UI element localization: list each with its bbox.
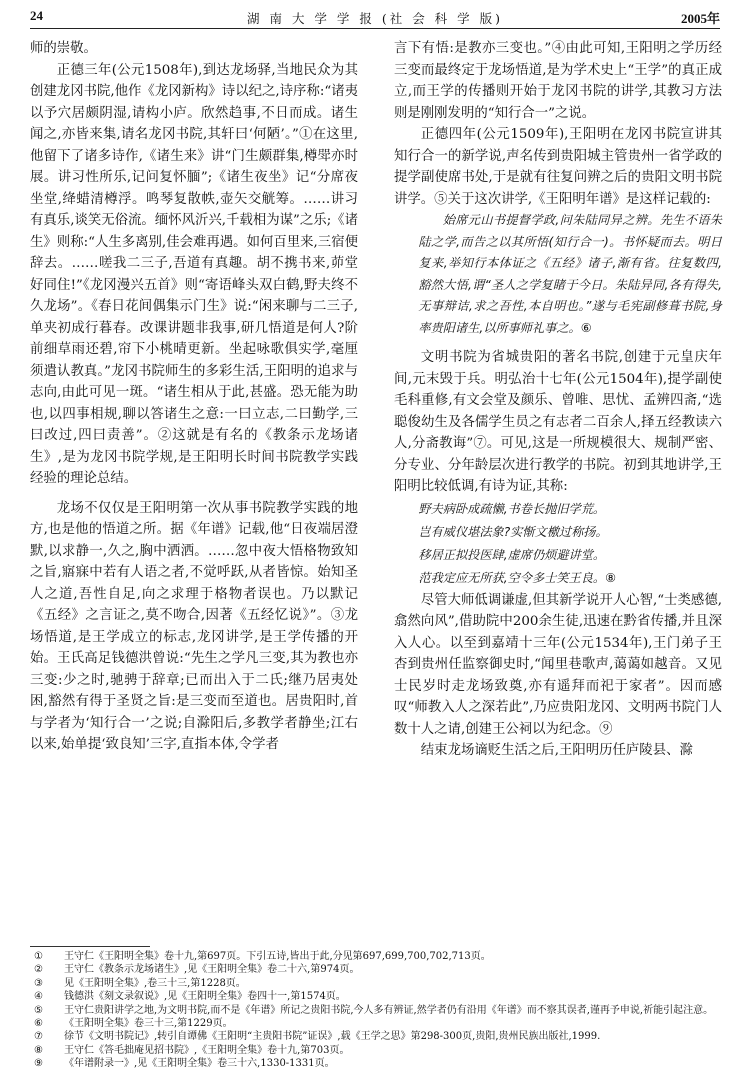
footnotes bbox=[30, 950, 720, 1071]
footnote-text: 徐节《文明书院记》,转引自谭佛《王阳明“主贵阳书院”证误》,载《王学之思》第298-300页,贵阳,贵州民族出版社,1999. bbox=[64, 1031, 601, 1043]
body-paragraph: 言下有悟:是教亦三变也。”④由此可知,王阳明之学历经三变而最终定于龙场悟道,是为学术史上“王学”的真正成立,而王学的传播则开始于龙冈书院的讲学,其教习方法则是刚刚发明的“知行合一”之说。 bbox=[394, 41, 722, 121]
footnote-text: 王守仁贵阳讲学之地,为文明书院,而不是《年谱》所记之贵阳书院,今人多有辨证,然学者仍有沿用《年谱》而不察其误者,谨再予申说,祈能引起注意。 bbox=[64, 1004, 714, 1016]
footnote bbox=[30, 1004, 720, 1017]
poem-block bbox=[394, 498, 722, 590]
footnote-mark: ② bbox=[34, 964, 43, 976]
page-number: 24 bbox=[30, 8, 43, 23]
right-column bbox=[394, 38, 722, 762]
footnote bbox=[30, 990, 720, 1003]
poem-line: 范我定应无所获,空令多士笑王良。⑧ bbox=[418, 570, 617, 585]
footnote-text: 《年谱附录一》,见《王阳明全集》卷三十六,1330-1331页。 bbox=[64, 1058, 335, 1070]
left-column bbox=[30, 38, 358, 756]
footnote-mark: ⑤ bbox=[34, 1004, 43, 1016]
footnote-text: 钱德洪《刻文录叙说》,见《王阳明全集》卷四十一,第1574页。 bbox=[64, 991, 346, 1003]
footnote-mark: ⑨ bbox=[34, 1058, 43, 1070]
footnote-mark: ⑥ bbox=[34, 1018, 43, 1030]
body-paragraph: 师的崇敬。 bbox=[30, 41, 97, 56]
footnote-mark: ⑦ bbox=[34, 1031, 43, 1043]
footnote bbox=[30, 1057, 720, 1070]
body-paragraph: 正德三年(公元1508年),到达龙场驿,当地民众为其创建龙冈书院,他作《龙冈新构》诗以纪之,诗序称:“诸夷以予穴居颇阴湿,请构小庐。欣然趋事,不日而成。诸生闻之,亦皆来集,请名龙冈书院,其轩曰‘何陋’。”①在这里,他留下了诸多诗作,《诸生来》讲“门生颇群集,樽斝亦时展。讲习性所乐,记问复怀腼”;《诸生夜坐》记“分席夜坐堂,绛蜡清樽浮。鸣琴复散帙,壶矢交觥筹。……讲习有真乐,谈笑无俗流。缅怀风沂兴,千载相为谋”之乐;《诸生》则称:“人生多离别,佳会难再遇。如何百里来,三宿便辞去。……嗟我二三子,吾道有真趣。胡不携书来,茆堂好同住!”《龙冈漫兴五首》则“寄语峰头双白鹤,野夫终不久龙场”。《春日花间偶集示门生》说:“闲来聊与二三子,单夹初成行暮春。改课讲题非我事,研几悟道是何人?阶前细草雨还碧,帘下小桃晴更新。坐起咏歌俱实学,毫厘须遣认教真。”龙冈书院师生的多彩生活,王阳明的追求与志向,由此可见一斑。“诸生相从于此,甚盛。恐无能为助也,以四事相规,聊以答诸生之意:一曰立志,二曰勤学,三曰改过,四曰责善”。②这就是有名的《教条示龙场诸生》,是为龙冈书院学规,是王阳明长时间书院教学实践经验的理论总结。 bbox=[30, 62, 358, 486]
footnote-text: 王守仁《王阳明全集》卷十九,第697页。下引五诗,皆出于此,分见第697,699,700,702,713页。 bbox=[64, 951, 491, 962]
footnote bbox=[30, 977, 720, 990]
footnote-text: 王守仁《答毛拙庵见招书院》,《王阳明全集》卷十九,第703页。 bbox=[64, 1044, 350, 1056]
poem-line: 岂有威仪堪法象?实惭文檄过称扬。 bbox=[418, 524, 608, 539]
footnote-mark: ⑧ bbox=[34, 1044, 43, 1056]
footnote bbox=[30, 1017, 720, 1030]
running-header bbox=[30, 6, 720, 29]
footnote-mark: ③ bbox=[34, 977, 43, 989]
footnote-mark: ④ bbox=[34, 991, 43, 1003]
body-paragraph: 龙场不仅仅是王阳明第一次从事书院教学实践的地方,也是他的悟道之所。据《年谱》记载,他“日夜端居澄默,以求静一,久之,胸中洒洒。……忽中夜大悟格物致知之旨,寤寐中若有人语之者,不觉呼跃,从者皆惊。始知圣人之道,吾性自足,向之求理于格物者误也。乃以默记《五经》之言证之,莫不吻合,因著《五经忆说》”。③龙场悟道,是王学成立的标志,龙冈讲学,是王学传播的开始。王氏高足钱德洪曾说:“先生之学凡三变,其为教也亦三变:少之时,驰骋于辞章;已而出入于二氏;继乃居夷处困,豁然有得于圣贤之旨:是三变而至道也。居贵阳时,首与学者为‘知行合一’之说;自滁阳后,多教学者静坐;江右以来,始单提‘致良知’三字,直指本体,令学者 bbox=[30, 500, 358, 752]
footnote bbox=[30, 963, 720, 976]
footnote-text: 王守仁《教条示龙场诸生》,见《王阳明全集》卷二十六,第974页。 bbox=[64, 964, 360, 976]
journal-title: 湖 南 大 学 学 报 (社 会 科 学 版) bbox=[247, 11, 503, 26]
footnote-divider bbox=[30, 946, 150, 947]
footnote-text: 《王阳明全集》卷三十三,第1229页。 bbox=[64, 1018, 233, 1030]
body-paragraph: 正德四年(公元1509年),王阳明在龙冈书院宣讲其知行合一的新学说,声名传到贵阳城主管贵州一省学政的提学副使席书处,于是就有往复问辨之后的贵阳文明书院讲学。⑤关于这次讲学,《王阳明年谱》是这样记载的: bbox=[394, 127, 722, 207]
footnote-text: 见《王阳明全集》,卷三十三,第1228页。 bbox=[64, 977, 246, 989]
issue-year: 2005年 bbox=[680, 11, 720, 26]
poem-line: 野夫病卧成疏懒,书卷长抛旧学荒。 bbox=[418, 501, 606, 516]
body-paragraph: 结束龙场谪贬生活之后,王阳明历任庐陵县、滁 bbox=[420, 743, 693, 758]
body-paragraph: 尽管大师低调谦虚,但其新学说开人心智,“士类感德,翕然向风”,借助院中200余生徒,迅速在黔省传播,并且深入人心。以至到嘉靖十三年(公元1534年),王门弟子王杏到贵州任监察御史时,“闻里巷歌声,蔼蔼如越音。又见士民岁时走龙场致奠,亦有遥拜而祀于家者”。因而感叹“师教入人之深若此”,乃应贵阳龙冈、文明两书院门人数十人之请,创建王公祠以为纪念。⑨ bbox=[394, 592, 722, 737]
poem-line: 移居正拟投医肆,虚席仍烦避讲堂。 bbox=[418, 547, 606, 562]
nianpu-block-quote: 始席元山书提督学政,问朱陆同异之辨。先生不语朱陆之学,而告之以其所悟(知行合一)。书怀疑而去。明日复来,举知行本体证之《五经》诸子,渐有省。往复数四,豁然大悟,谓“圣人之学复睹于今日。朱陆异同,各有得失,无事辩诘,求之吾性,本自明也。”遂与毛宪副修葺书院,身率贵阳诸生,以所事师礼事之。⑥ bbox=[418, 213, 722, 335]
body-paragraph: 文明书院为省城贵阳的著名书院,创建于元皇庆年间,元末毁于兵。明弘治十七年(公元1504年),提学副使毛科重修,有文会堂及颜乐、曾唯、思忧、孟辨四斋,“选聪俊幼生及各儒学生员之有志者二百余人,择五经教读六人,分斋教诲”⑦。可见,这是一所规模很大、规制严密、分专业、分年龄层次进行教学的书院。初到其地讲学,王阳明比较低调,有诗为证,其称: bbox=[394, 350, 722, 494]
footnote-mark: ① bbox=[34, 951, 43, 962]
footnote bbox=[30, 950, 720, 963]
footnote bbox=[30, 1044, 720, 1057]
footnote bbox=[30, 1030, 720, 1043]
